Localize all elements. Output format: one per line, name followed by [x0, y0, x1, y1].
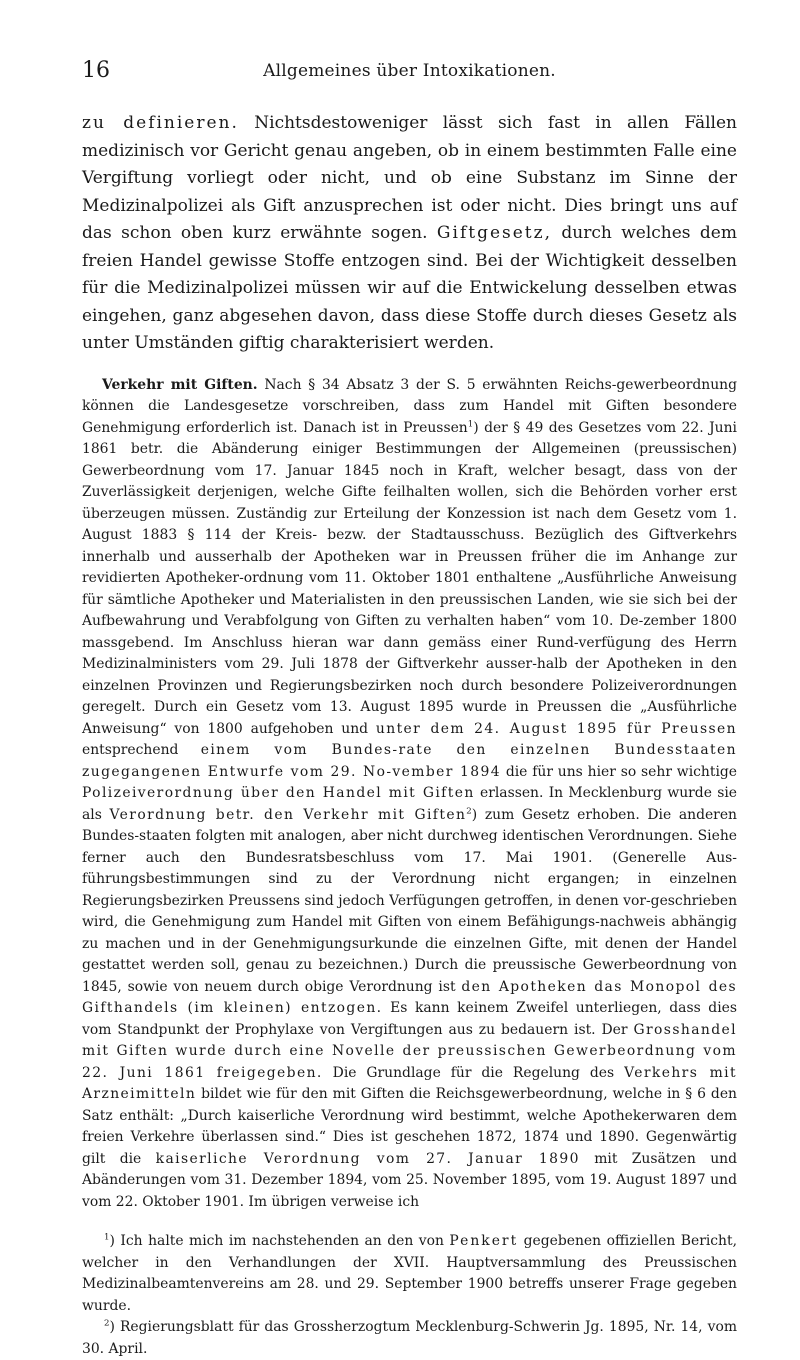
footnote-text: ) Regierungsblatt für das Grossherzogtum Mecklenburg-Schwerin Jg. 1895, Nr. 14, vom 30. April.	[82, 1319, 737, 1357]
paragraph-text: bildet wie für den mit Giften die Reichsgewerbeordnung, welche in § 6 den Satz enthält: „Durch kaiserliche Verordnung wird bestimmt, welche Apothekerwaren dem freien Verkehre überlassen sind.“ Dies ist geschehen 1872, 1874 und 1890. Gegenwärtig gilt die	[82, 1086, 737, 1167]
footnote-ref: 2	[466, 805, 472, 816]
emphasis-text: zu definieren.	[82, 113, 239, 133]
paragraph-text: Nach § 34 Absatz 3 der S. 5 erwähnten Reichs-gewerbeordnung können die Landesgesetze vorschreiben, dass zum Handel mit Giften besondere Genehmigung erforderlich ist. Danach ist in Preussen	[82, 376, 737, 436]
paragraph-text: die für uns hier so sehr wichtige	[501, 763, 737, 780]
emphasis-text: Polizeiverordnung über den Handel mit Giften	[82, 785, 475, 801]
emphasis-text: Giftgesetz,	[436, 223, 552, 243]
emphasis-text: kaiserliche Verordnung vom 27. Januar 1890	[155, 1150, 580, 1167]
footnote-mark: 2	[104, 1318, 110, 1329]
section-heading: Verkehr mit Giften.	[102, 376, 258, 393]
page	[82, 58, 737, 1360]
intro-paragraph	[82, 110, 737, 358]
paragraph-text: ) zum Gesetz erhoben. Die anderen Bundes-staaten folgten mit analogen, aber nicht durchweg identischen Verordnungen. Siehe ferner auch den Bundesratsbeschluss vom 17. Mai 1901. (Generelle Aus-führungsbestimmungen sind zu der Verordnung nicht ergangen; in einzelnen Regierungsbezirken Preussens sind jedoch Verfügungen getroffen, in denen vor-geschrieben wird, die Genehmigung zum Handel mit Giften von einem Befähigungs-nachweis abhängig zu machen und in der Genehmigungsurkunde die einzelnen Gifte, mit denen der Handel gestattet werden soll, genau zu bezeichnen.) Durch die preussische Gewerbeordnung von 1845, sowie von neuem durch obige Verordnung ist	[82, 806, 738, 995]
page-header	[82, 58, 737, 92]
footnote-2	[82, 1317, 737, 1360]
emphasis-text: Grosshandel mit Giften wurde durch eine Novelle der preussischen Gewerbeordnung vom 22. Juni 1861 freigegeben.	[82, 1021, 737, 1081]
running-head: Allgemeines über Intoxikationen.	[263, 61, 556, 81]
section-paragraph	[82, 375, 737, 1214]
emphasis-text: Verkehrs mit Arzneimitteln	[82, 1064, 737, 1102]
paragraph-text: Es kann keinem Zweifel unterliegen, dass dies vom Standpunkt der Prophylaxe von Vergiftungen aus zu bedauern ist. Der	[82, 1000, 737, 1038]
emphasis-text: den Apotheken das Monopol des Gifthandels (im kleinen) entzogen.	[82, 978, 738, 1016]
emphasis-text: einem vom Bundes-rate den einzelnen Bundesstaaten zugegangenen Entwurfe vom 29. No-vember 1894	[82, 742, 737, 780]
paragraph-text: durch welches dem freien Handel gewisse Stoffe entzogen sind. Bei der Wichtigkeit desselben für die Medizinalpolizei müssen wir auf die Entwickelung desselben etwas eingehen, ganz abgesehen davon, dass diese Stoffe durch dieses Gesetz als unter Umständen giftig charakterisiert werden.	[82, 223, 737, 353]
paragraph-text: mit Zusätzen und Abänderungen vom 31. Dezember 1894, vom 25. November 1895, vom 19. August 1897 und vom 22. Oktober 1901. Im übrigen verweise ich	[82, 1150, 737, 1210]
paragraph-text: erlassen. In Mecklenburg wurde sie als	[82, 785, 737, 823]
footnote-text: gegebenen offiziellen Bericht, welcher in den Verhandlungen der XVII. Hauptversammlung des Preussischen Medizinalbeamtenvereins am 28. und 29. September 1900 betreffs unserer Frage gegeben wurde.	[82, 1233, 738, 1314]
footnote-mark: 1	[104, 1232, 110, 1243]
footnote-ref: 1	[467, 418, 474, 429]
paragraph-text: Die Grundlage für die Regelung des	[322, 1064, 625, 1081]
emphasis-text: unter dem 24. August 1895 für Preussen	[375, 720, 737, 737]
emphasis-text: Penkert	[449, 1233, 519, 1249]
footnote-text: ) Ich halte mich im nachstehenden an den von	[109, 1233, 450, 1249]
paragraph-text: Nichtsdestoweniger lässt sich fast in allen Fällen medizinisch vor Gericht genau angeben, ob in einem bestimmten Falle eine Vergiftung vorliegt oder nicht, und ob eine Substanz im Sinne der Medizinalpolizei als Gift anzusprechen ist oder nicht. Dies bringt uns auf das schon oben kurz erwähnte sogen.	[82, 113, 738, 243]
emphasis-text: Verordnung betr. den Verkehr mit Giften	[109, 806, 467, 823]
footnote-1	[82, 1231, 737, 1317]
page-number: 16	[82, 58, 110, 83]
paragraph-text: ) der § 49 des Gesetzes vom 22. Juni 1861 betr. die Abänderung einiger Bestimmungen der Allgemeinen (preussischen) Gewerbeordnung vom 17. Januar 1845 noch in Kraft, welcher besagt, dass von der Zuverlässigkeit derjenigen, welche Gifte feilhalten wollen, sich die Behörden vorher erst überzeugen müssen. Zuständig zur Erteilung der Konzession ist nach dem Gesetz vom 1. August 1883 § 114 der Kreis- bezw. der Stadtausschuss. Bezüglich des Giftverkehrs innerhalb und ausserhalb der Apotheken war in Preussen früher die im Anhange zur revidierten Apotheker-ordnung vom 11. Oktober 1801 enthaltene „Ausführliche Anweisung für sämtliche Apotheker und Materialisten in den preussischen Landen, wie sie sich bei der Aufbewahrung und Verabfolgung von Giften zu verhalten haben“ vom 10. De-zember 1800 massgebend. Im Anschluss hieran war dann gemäss einer Rund-verfügung des Herrn Medizinalministers vom 29. Juli 1878 der Giftverkehr ausser-halb der Apotheken in den einzelnen Provinzen und Regierungsbezirken noch durch besondere Polizeiverordnungen geregelt. Durch ein Gesetz vom 13. August 1895 wurde in Preussen die „Ausführliche Anweisung“ von 1800 aufgehoben und	[82, 419, 737, 737]
paragraph-text: entsprechend	[82, 742, 201, 758]
